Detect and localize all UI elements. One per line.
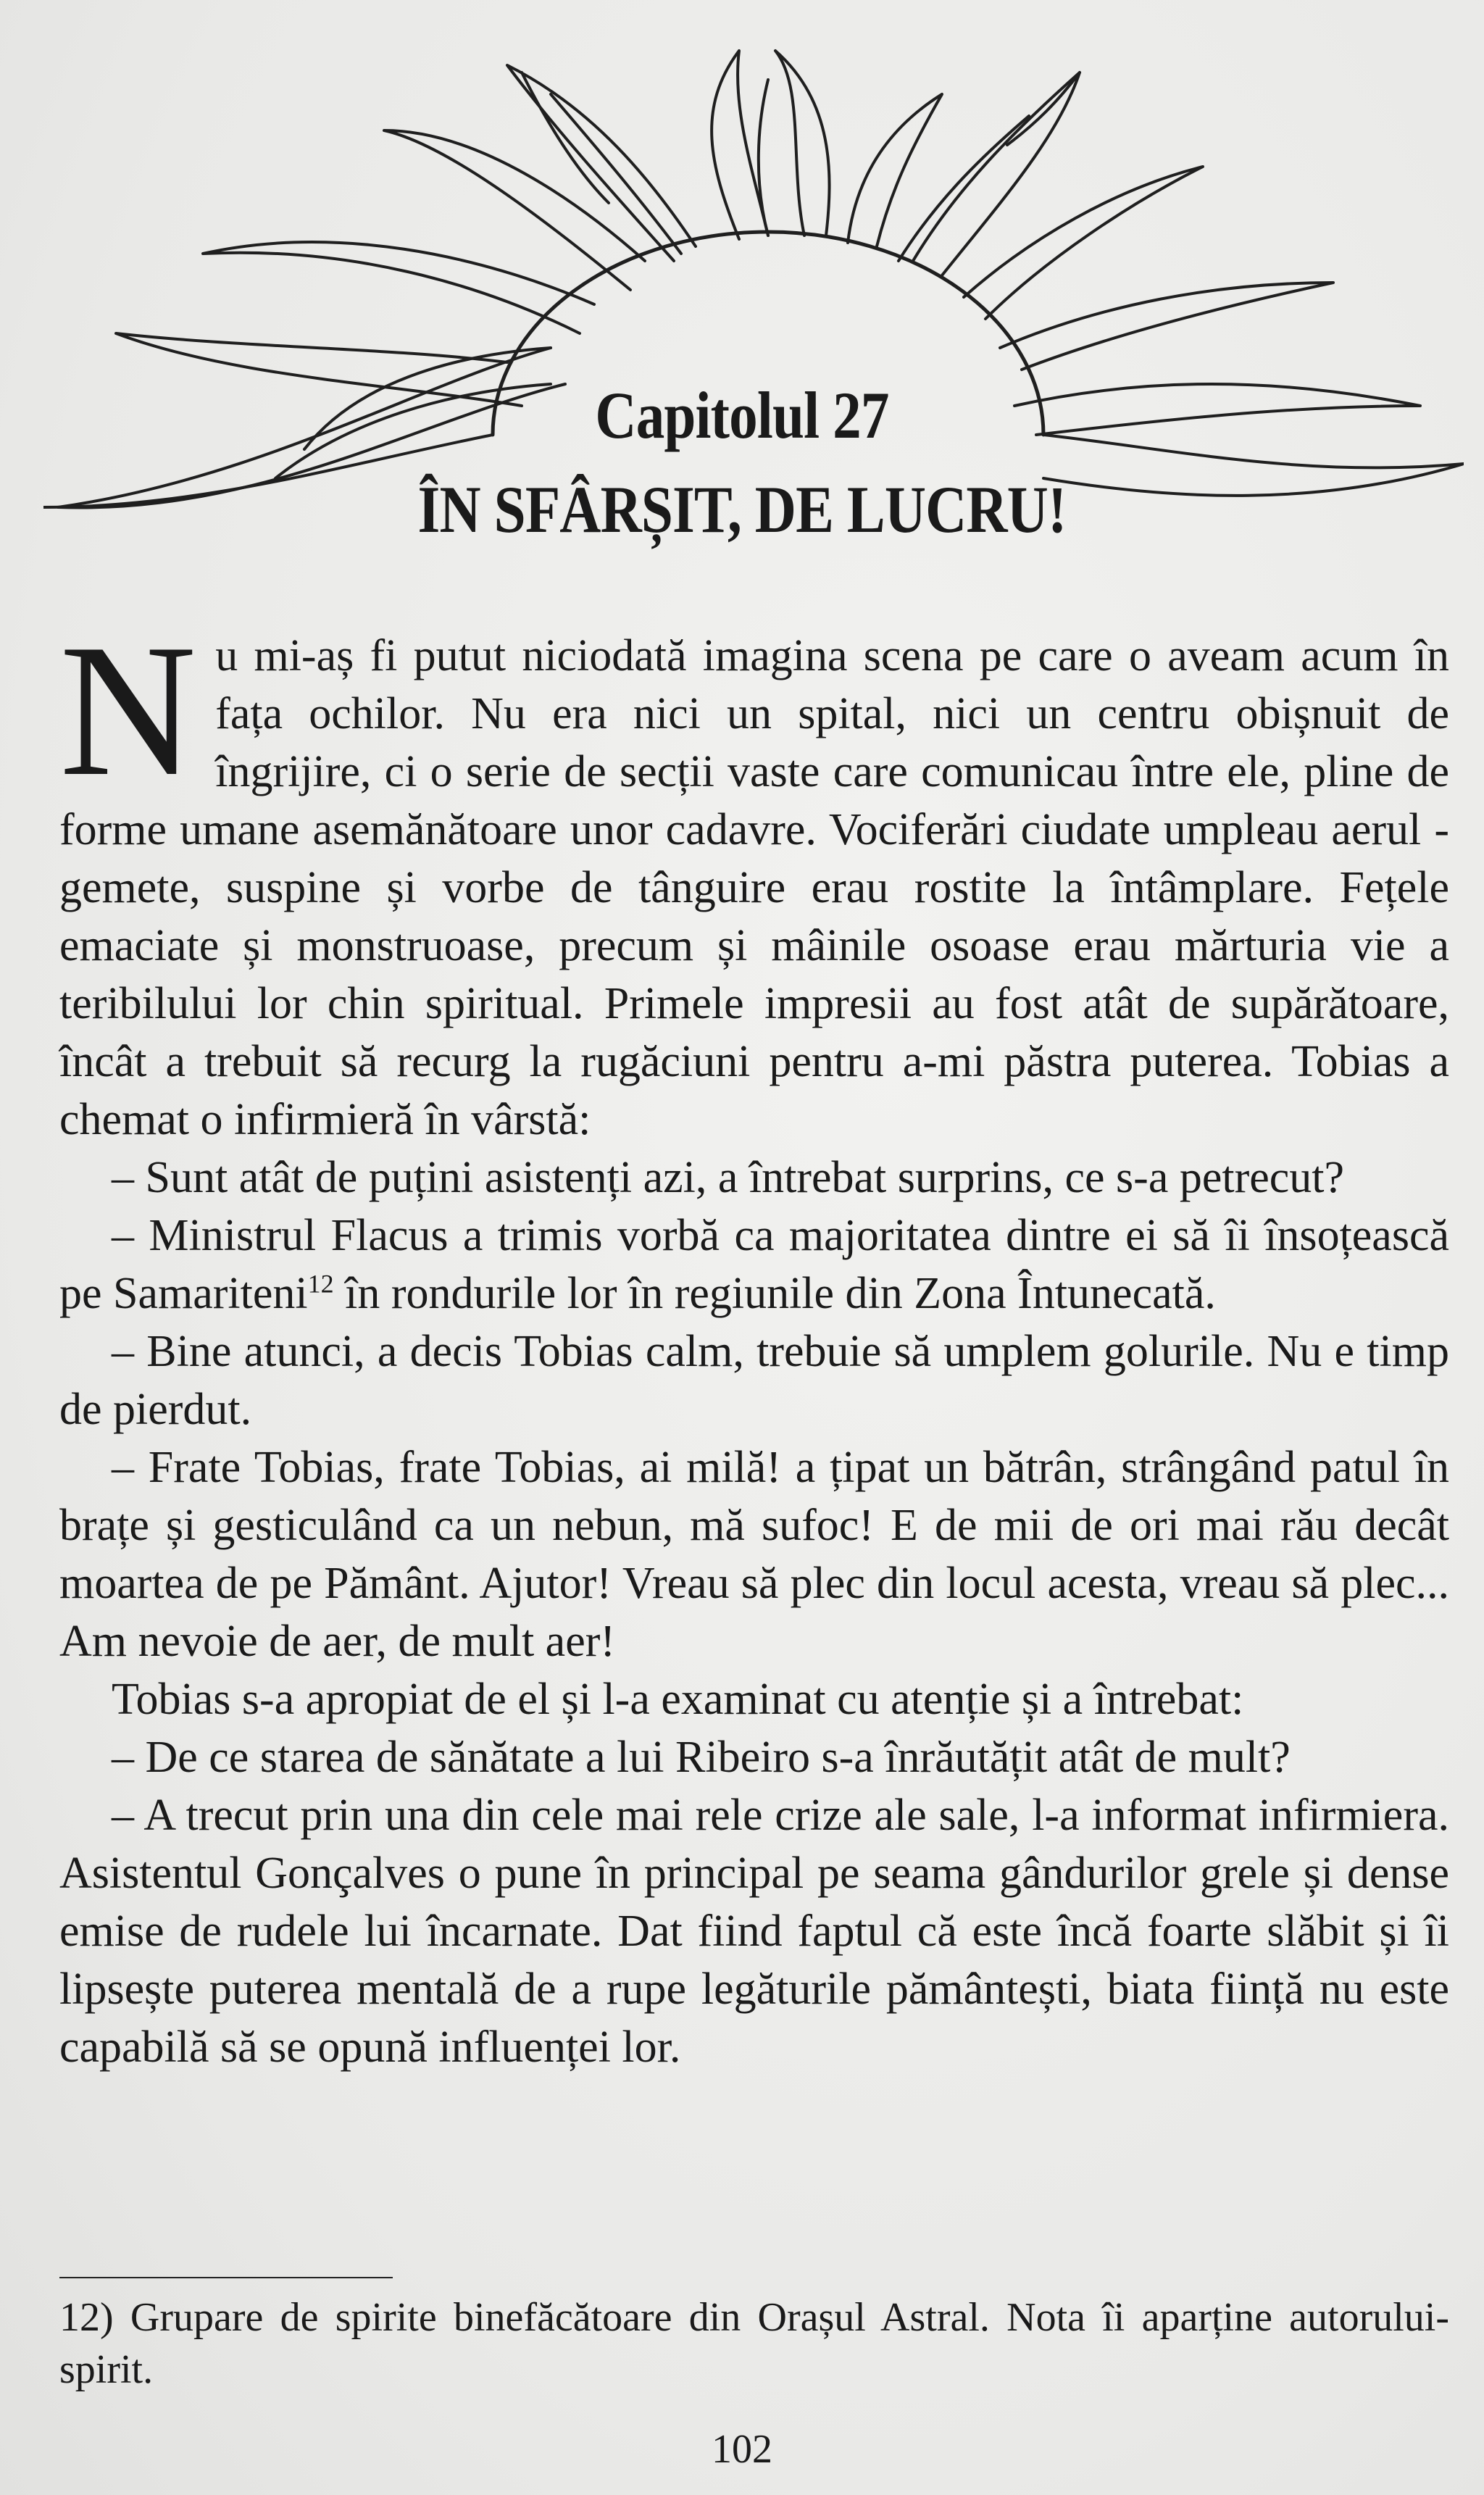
paragraph-5: – Frate Tobias, frate Tobias, ai milă! a țipat un bătrân, strângând patul în brațe și gesticulând ca un nebun, mă sufoc! E de mii de ori mai rău decât moartea de pe Pământ. Ajutor! Vreau să plec din locul acesta, vreau să plec... Am nevoie de aer, de mult aer! [59, 1443, 1449, 1666]
paragraph-1: Nu mi-aș fi putut niciodată imagina scena pe care o aveam acum în fața ochilor. Nu era nici un spital, nici un centru obișnuit de îngrijire, ci o serie de secții vaste care comunicau între ele, pline de forme umane asemănătoare unor cadavre. Vociferări ciudate umpleau aerul - gemete, suspine și vorbe de tânguire erau rostite la întâmplare. Fețele emaciate și monstruoase, precum și mâinile osoase erau mărturia vie a teribilului lor chin spiritual. Primele impresii au fost atât de supărătoare, încât a trebuit să recurg la rugăciuni pentru a-mi păstra puterea. Tobias a chemat o infirmieră în vârstă: [59, 605, 1449, 1144]
paragraph-6: Tobias s-a apropiat de el și l-a examinat cu atenție și a întrebat: [112, 1675, 1244, 1724]
paragraph-7: – De ce starea de sănătate a lui Ribeiro s-a înrăutățit atât de mult? [112, 1733, 1291, 1782]
footnote-text: Grupare de spirite binefăcătoare din Orașul Astral. Nota îi aparține autorului-spirit. [59, 2295, 1450, 2392]
footnote-marker: 12) [59, 2295, 114, 2340]
footnote-divider [59, 2277, 393, 2278]
paragraph-3: – Ministrul Flacus a trimis vorbă ca majoritatea dintre ei să îi însoțească pe Samariteni$^{12}$ în rondurile lor în regiunile din Zona Întunecată. [59, 1211, 1449, 1318]
paragraph-2: – Sunt atât de puțini asistenți azi, a întrebat surprins, ce s-a petrecut? [112, 1153, 1345, 1202]
chapter-body [59, 605, 1449, 2076]
paragraph-8: – A trecut prin una din cele mai rele crize ale sale, l-a informat infirmiera. Asistentul Gonçalves o pune în principal pe seama gândurilor grele și dense emise de rudele lui încarnate. Dat fiind faptul că este încă foarte slăbit și îi lipsește puterea mentală de a rupe legăturile pământești, biata ființă nu este capabilă să se opună influenței lor. [59, 1791, 1449, 2072]
paragraph-4: – Bine atunci, a decis Tobias calm, trebuie să umplem golurile. Nu e timp de pierdut. [59, 1327, 1449, 1434]
drop-cap: N [59, 605, 197, 815]
chapter-title: ÎN SFÂRȘIT, DE LUCRU! [417, 472, 1067, 546]
chapter-number: Capitolul 27 [595, 378, 889, 452]
footnote-reference[interactable]: 12 [307, 1269, 334, 1299]
footnote [59, 2291, 1449, 2396]
page-number: 102 [712, 2427, 772, 2472]
